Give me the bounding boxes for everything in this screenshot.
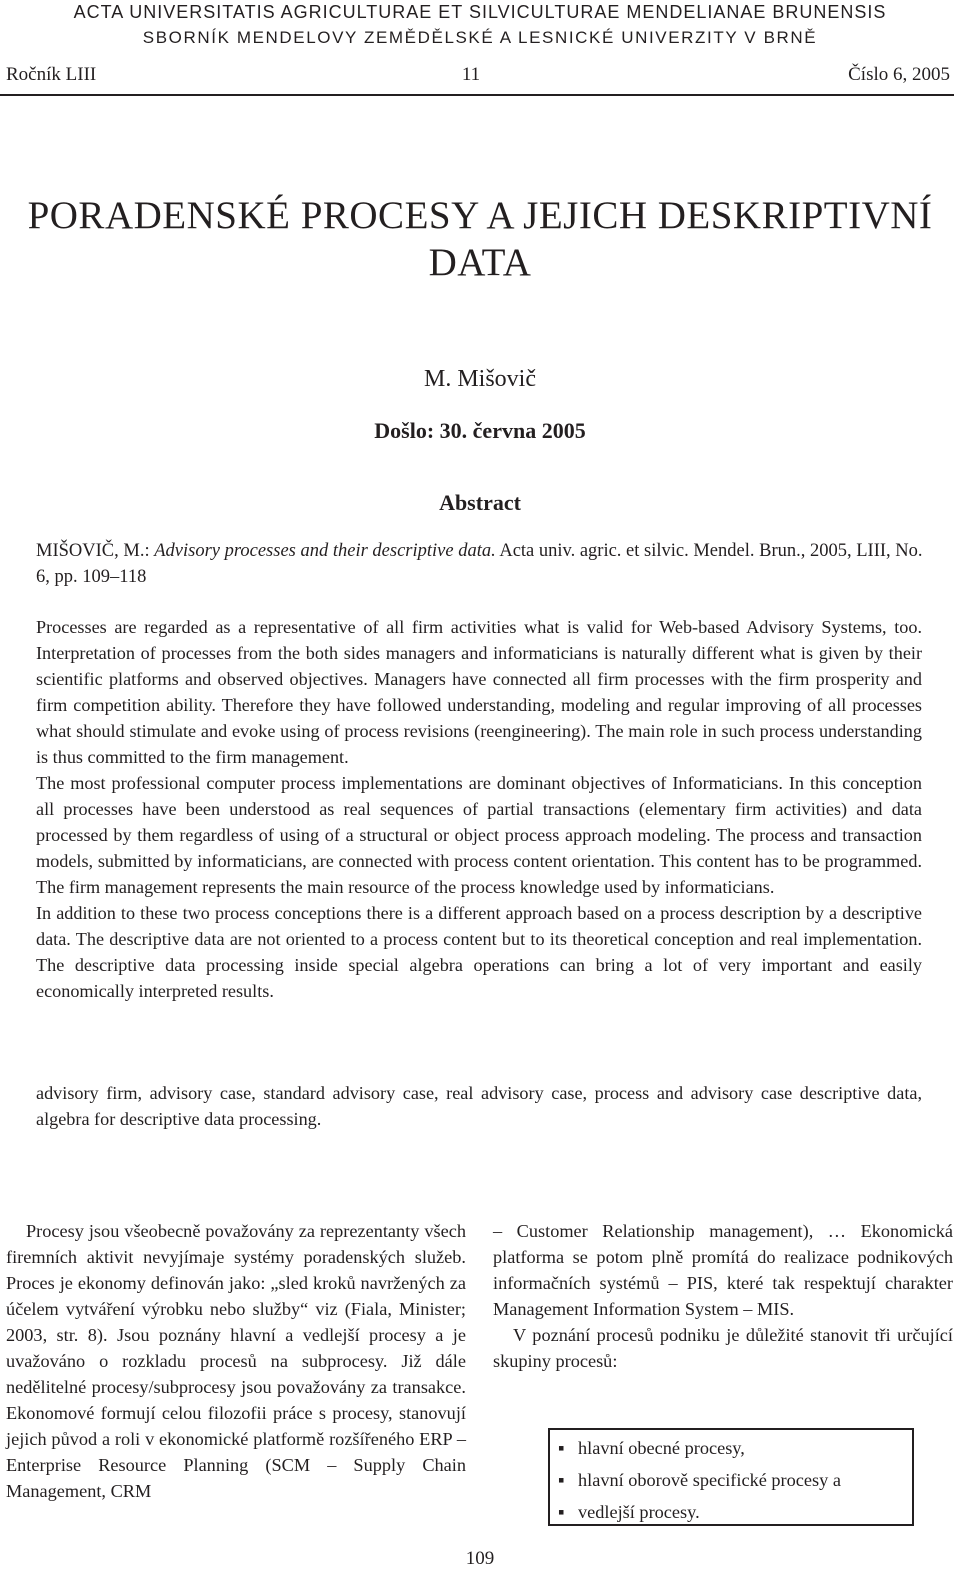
header-rule: [0, 94, 954, 96]
body-paragraph: – Customer Relationship management), … Ekonomická platforma se potom plně promítá do realizace podnikových informačních systémů – PIS, které tak respektují charakter Management Information System – MIS.: [493, 1221, 953, 1319]
article-title: [0, 192, 960, 286]
volume-label: Ročník LIII: [6, 64, 97, 85]
received-date: Došlo: 30. června 2005: [374, 418, 586, 443]
journal-name-latin: ACTA UNIVERSITATIS AGRICULTURAE ET SILVICULTURAE MENDELIANAE BRUNENSIS: [73, 2, 887, 22]
body-paragraph: V poznání procesů podniku je důležité stanovit tři určující skupiny procesů:: [493, 1325, 953, 1371]
title-line-1: PORADENSKÉ PROCESY A JEJICH DESKRIPTIVNÍ: [27, 194, 933, 237]
page-number: 109: [465, 1548, 495, 1569]
title-line-2: DATA: [428, 241, 532, 284]
process-groups-list: [550, 1430, 912, 1528]
abstract-paragraph: Processes are regarded as a representative of all firm activities what is valid for Web-based Advisory Systems, too. Interpretation of processes from the both sides managers and informaticians is naturally different what is given by their scientific platforms and observed objectives. Managers have connected all firm processes with the firm prosperity and firm competition ability. Therefore they have followed understanding, modeling and regular improving of all processes what should stimulate and evoke using of process revisions (reengineering). The main role in such process understanding is thus committed to the firm management.: [36, 617, 922, 767]
abstract-body: [36, 614, 922, 1004]
abstract-citation: [36, 538, 926, 590]
bullet-icon: ▪: [558, 1502, 565, 1522]
list-item: [550, 1464, 912, 1496]
list-item: [550, 1432, 912, 1464]
keywords: advisory firm, advisory case, standard advisory case, real advisory case, process and advisory case descriptive data, algebra for descriptive data processing.: [36, 1083, 922, 1129]
citation-author: MIŠOVIČ, M.:: [36, 541, 155, 561]
process-groups-box: [548, 1428, 914, 1526]
list-item-text: hlavní oborově specifické procesy a: [578, 1470, 841, 1490]
article-number: 11: [461, 64, 481, 85]
citation-title: Advisory processes and their descriptive data.: [154, 541, 496, 561]
body-column-right: [493, 1218, 953, 1374]
list-item-text: vedlejší procesy.: [578, 1502, 700, 1522]
journal-name-czech: SBORNÍK MENDELOVY ZEMĚDĚLSKÉ A LESNICKÉ UNIVERZITY V BRNĚ: [142, 28, 818, 47]
abstract-paragraph: In addition to these two process conceptions there is a different approach based on a process description by a descriptive data. The descriptive data are not oriented to a process content but to its theoretical conception and real implementation. The descriptive data processing inside special algebra operations can bring a lot of very important and easily economically interpreted results.: [36, 903, 922, 1001]
abstract-heading: Abstract: [439, 490, 521, 515]
list-item-text: hlavní obecné procesy,: [578, 1438, 745, 1458]
bullet-icon: ▪: [558, 1470, 565, 1490]
body-column-left: [6, 1218, 466, 1504]
abstract-paragraph: The most professional computer process implementations are dominant objectives of Informaticians. In this conception all processes have been understood as real sequences of partial transactions (elementary firm activities) and data processed by them regardless of using of a structural or object process approach modeling. The process and transaction models, submitted by informaticians, are connected with process content orientation. This content has to be programmed. The firm management represents the main resource of the process knowledge used by informaticians.: [36, 773, 922, 897]
citation-source: Acta univ. agric. et silvic. Mendel. Brun., 2005, LIII, No. 6, pp. 109–118: [36, 541, 923, 587]
bullet-icon: ▪: [558, 1438, 565, 1458]
list-item: [550, 1496, 912, 1528]
issue-label: Číslo 6, 2005: [848, 64, 950, 85]
body-paragraph: Procesy jsou všeobecně považovány za reprezentanty všech firemních aktivit nevyjímaje systémy poradenských služeb. Proces je ekonomy definován jako: „sled kroků navržených za účelem vytváření výrobku nebo služby“ viz (Fiala, Minister; 2003, str. 8). Jsou poznány hlavní a vedlejší procesy a je uvažováno o rozkladu procesů na subprocesy. Již dále nedělitelné procesy/subprocesy jsou považovány za transakce. Ekonomové formují celou filozofii práce s procesy, stanovují jejich původ a roli v ekonomické platformě rozšířeného ERP – Enterprise Resource Planning (SCM – Supply Chain Management, CRM: [6, 1221, 466, 1501]
author-name: M. Mišovič: [423, 366, 536, 392]
